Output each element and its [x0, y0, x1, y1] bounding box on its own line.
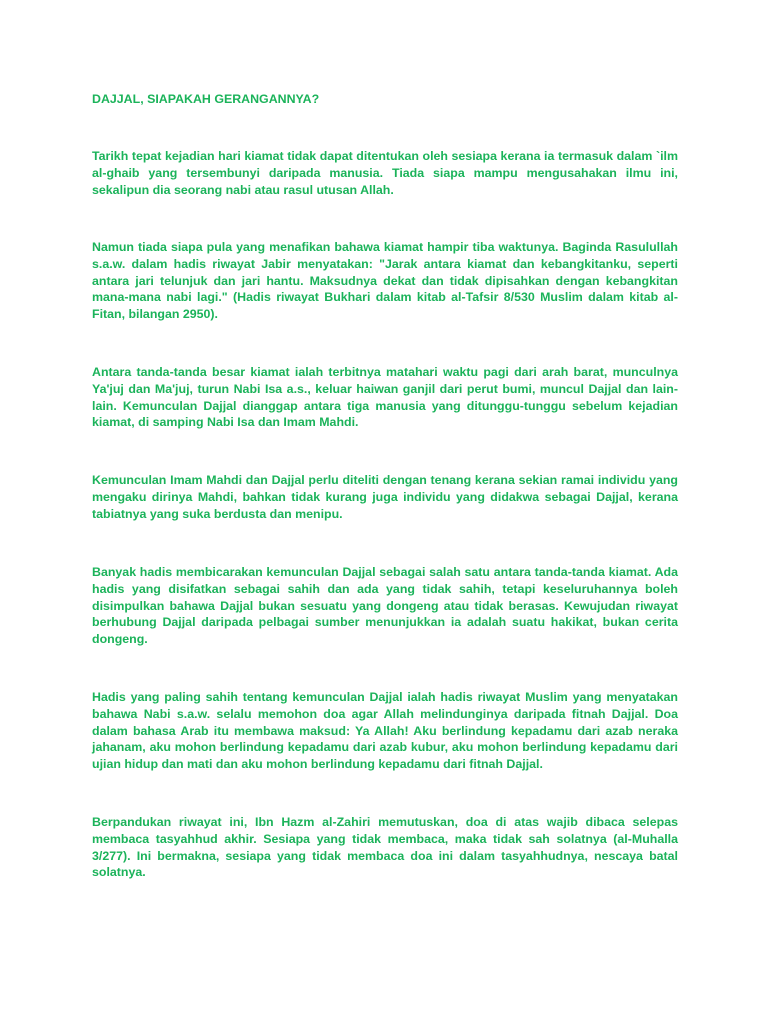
paragraph-6: Hadis yang paling sahih tentang kemunculan Dajjal ialah hadis riwayat Muslim yang menyatakan bahawa Nabi s.a.w. selalu memohon doa agar Allah melindunginya daripada fitnah Dajjal. Doa dalam bahasa Arab itu membawa maksud: Ya Allah! Aku berlindung kepadamu dari azab neraka jahanam, aku mohon berlindung kepadamu dari azab kubur, aku mohon berlindung kepadamu dari ujian hidup dan mati dan aku mohon berlindung kepadamu dari fitnah Dajjal. [92, 690, 678, 772]
paragraph-5: Banyak hadis membicarakan kemunculan Dajjal sebagai salah satu antara tanda-tanda kiamat. Ada hadis yang disifatkan sebagai sahih dan ada yang tidak sahih, tetapi keseluruhannya boleh disimpulkan bahawa Dajjal bukan sesuatu yang dongeng atau tidak berasas. Kewujudan riwayat berhubung Dajjal daripada pelbagai sumber menunjukkan ia adalah suatu hakikat, bukan cerita dongeng. [92, 565, 678, 647]
paragraph-2: Namun tiada siapa pula yang menafikan bahawa kiamat hampir tiba waktunya. Baginda Rasulullah s.a.w. dalam hadis riwayat Jabir menyatakan: "Jarak antara kiamat dan kebangkitanku, seperti antara jari telunjuk dan jari hantu. Maksudnya dekat dan tidak dipisahkan dengan kebangkitan mana-mana nabi lagi." (Hadis riwayat Bukhari dalam kitab al-Tafsir 8/530 Muslim dalam kitab al-Fitan, bilangan 2950). [92, 240, 678, 322]
paragraph-3: Antara tanda-tanda besar kiamat ialah terbitnya matahari waktu pagi dari arah barat, munculnya Ya'juj dan Ma'juj, turun Nabi Isa a.s., keluar haiwan ganjil dari perut bumi, muncul Dajjal dan lain-lain. Kemunculan Dajjal dianggap antara tiga manusia yang ditunggu-tunggu sebelum kejadian kiamat, di samping Nabi Isa dan Imam Mahdi. [92, 365, 678, 430]
paragraph-1: Tarikh tepat kejadian hari kiamat tidak dapat ditentukan oleh sesiapa kerana ia termasuk dalam `ilm al-ghaib yang tersembunyi daripada manusia. Tiada siapa mampu mengusahakan ilmu ini, sekalipun dia seorang nabi atau rasul utusan Allah. [92, 149, 678, 197]
document-title: DAJJAL, SIAPAKAH GERANGANNYA? [92, 92, 320, 106]
paragraph-4: Kemunculan Imam Mahdi dan Dajjal perlu diteliti dengan tenang kerana sekian ramai individu yang mengaku dirinya Mahdi, bahkan tidak kurang juga individu yang didakwa sebagai Dajjal, kerana tabiatnya yang suka berdusta dan menipu. [92, 473, 678, 521]
paragraph-7: Berpandukan riwayat ini, Ibn Hazm al-Zahiri memutuskan, doa di atas wajib dibaca selepas membaca tasyahhud akhir. Sesiapa yang tidak membaca, maka tidak sah solatnya (al-Muhalla 3/277). Ini bermakna, sesiapa yang tidak membaca doa ini dalam tasyahhudnya, nescaya batal solatnya. [92, 815, 678, 880]
